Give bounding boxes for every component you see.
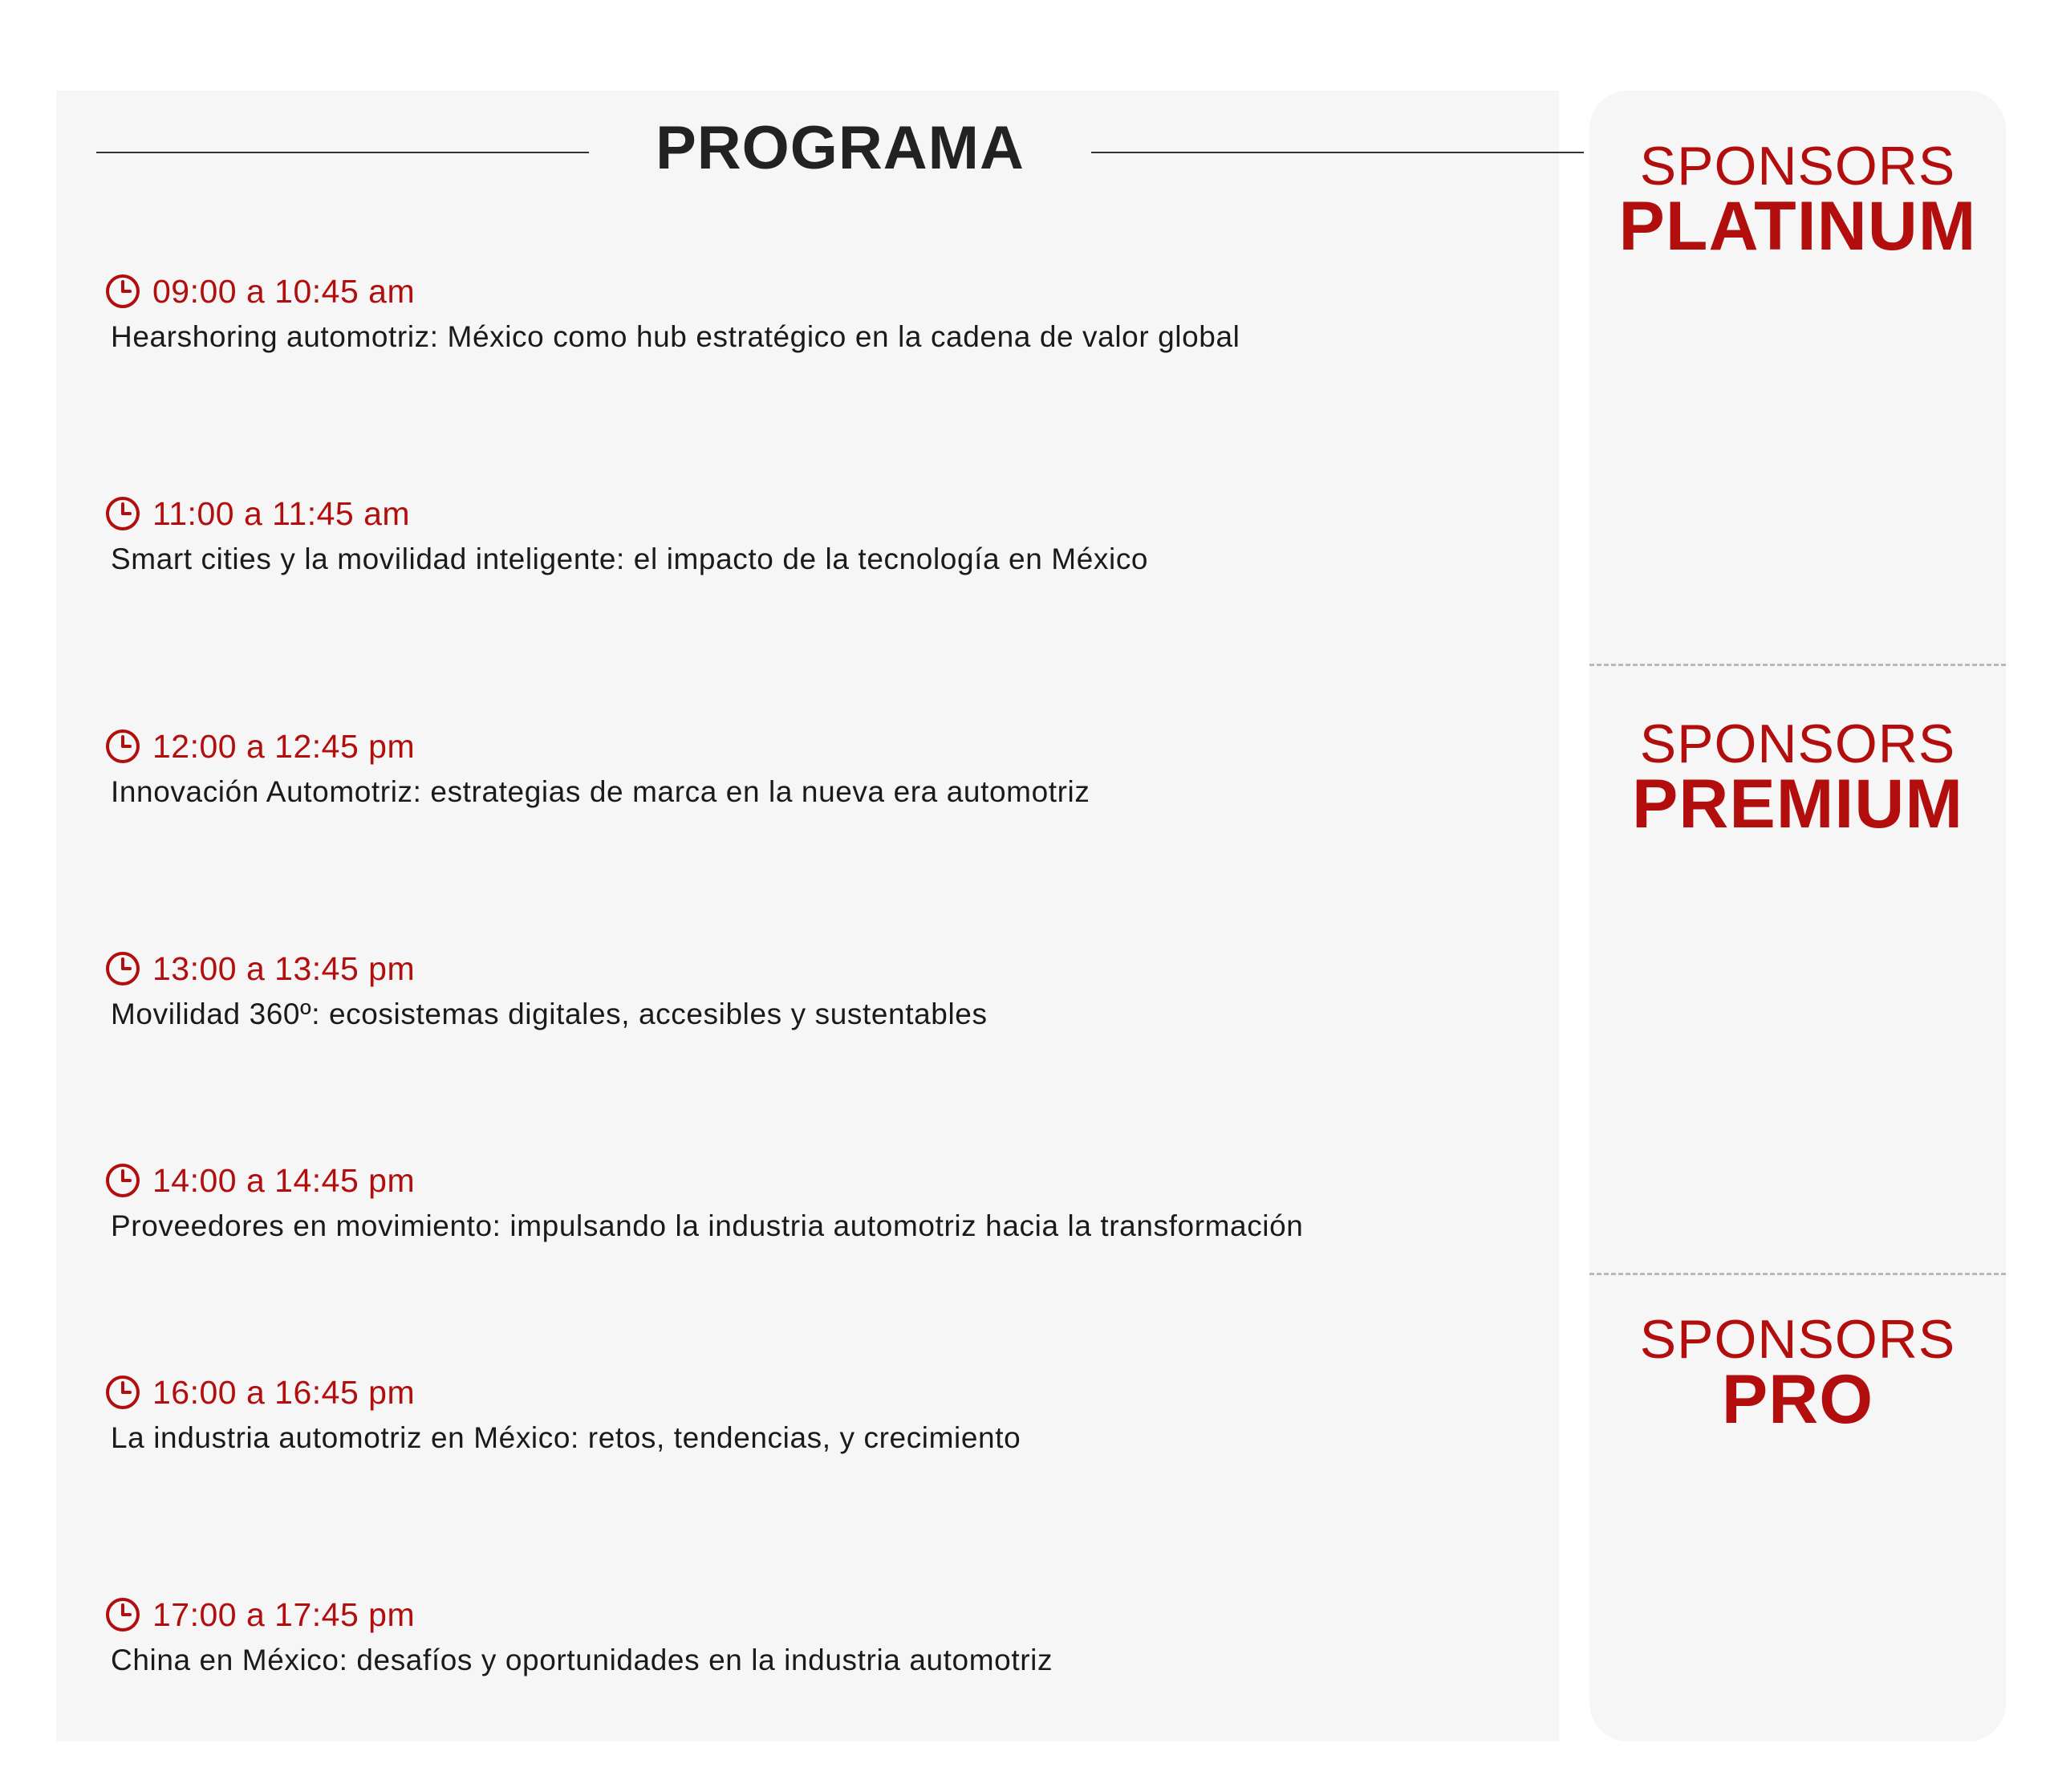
session-title: Smart cities y la movilidad inteligente: el impacto de la tecnología en México [111,542,1149,575]
sponsor-tier-platinum [1589,136,2006,265]
session-time: 14:00 a 14:45 pm [152,1161,416,1199]
header-divider-right [1091,152,1584,153]
session-title: Proveedores en movimiento: impulsando la industria automotriz hacia la transformación [111,1209,1304,1242]
sponsor-tier-level: PREMIUM [1631,766,1964,843]
sponsor-tier-pro [1589,1309,2006,1438]
clock-icon [104,728,141,765]
clock-icon [104,1596,141,1633]
session-time-row [104,1368,1540,1416]
programa-panel [56,91,1559,1741]
sponsor-tier-level: PLATINUM [1618,188,1977,265]
sponsor-tier-premium [1589,713,2006,843]
programa-header [56,91,1559,203]
sponsor-tier-label: SPONSORS [1639,136,1956,197]
session-time: 11:00 a 11:45 am [152,494,411,532]
sponsor-tier-label: SPONSORS [1639,1309,1956,1370]
clock-icon [104,1374,141,1411]
session-time: 09:00 a 10:45 am [152,272,416,310]
tier-divider [1589,1273,2006,1275]
sponsors-panel [1589,91,2006,1741]
session-time-row [104,267,1540,315]
session-title: La industria automotriz en México: retos, tendencias, y crecimiento [111,1421,1021,1454]
session-item [104,490,1540,576]
session-item [104,1156,1540,1243]
session-item [104,722,1540,809]
session-time-row [104,1156,1540,1205]
session-item [104,1591,1540,1677]
session-time: 16:00 a 16:45 pm [152,1373,416,1411]
session-time-row [104,945,1540,993]
session-item [104,1368,1540,1455]
session-item [104,267,1540,354]
session-time: 13:00 a 13:45 pm [152,949,416,987]
clock-icon [104,495,141,532]
header-divider-left [96,152,589,153]
session-time-row [104,722,1540,770]
programa-title: PROGRAMA [656,114,1025,182]
sponsor-tier-level: PRO [1721,1361,1874,1438]
session-time: 12:00 a 12:45 pm [152,727,416,765]
session-title: Movilidad 360º: ecosistemas digitales, accesibles y sustentables [111,998,988,1030]
session-time: 17:00 a 17:45 pm [152,1595,416,1633]
session-title: China en México: desafíos y oportunidades en la industria automotriz [111,1644,1053,1676]
clock-icon [104,1162,141,1199]
clock-icon [104,273,141,310]
session-title: Innovación Automotriz: estrategias de marca en la nueva era automotriz [111,775,1090,808]
session-time-row [104,490,1540,538]
clock-icon [104,950,141,987]
session-title: Hearshoring automotriz: México como hub estratégico en la cadena de valor global [111,320,1240,353]
session-time-row [104,1591,1540,1639]
tier-divider [1589,664,2006,666]
sponsor-tier-label: SPONSORS [1639,713,1956,774]
session-item [104,945,1540,1031]
